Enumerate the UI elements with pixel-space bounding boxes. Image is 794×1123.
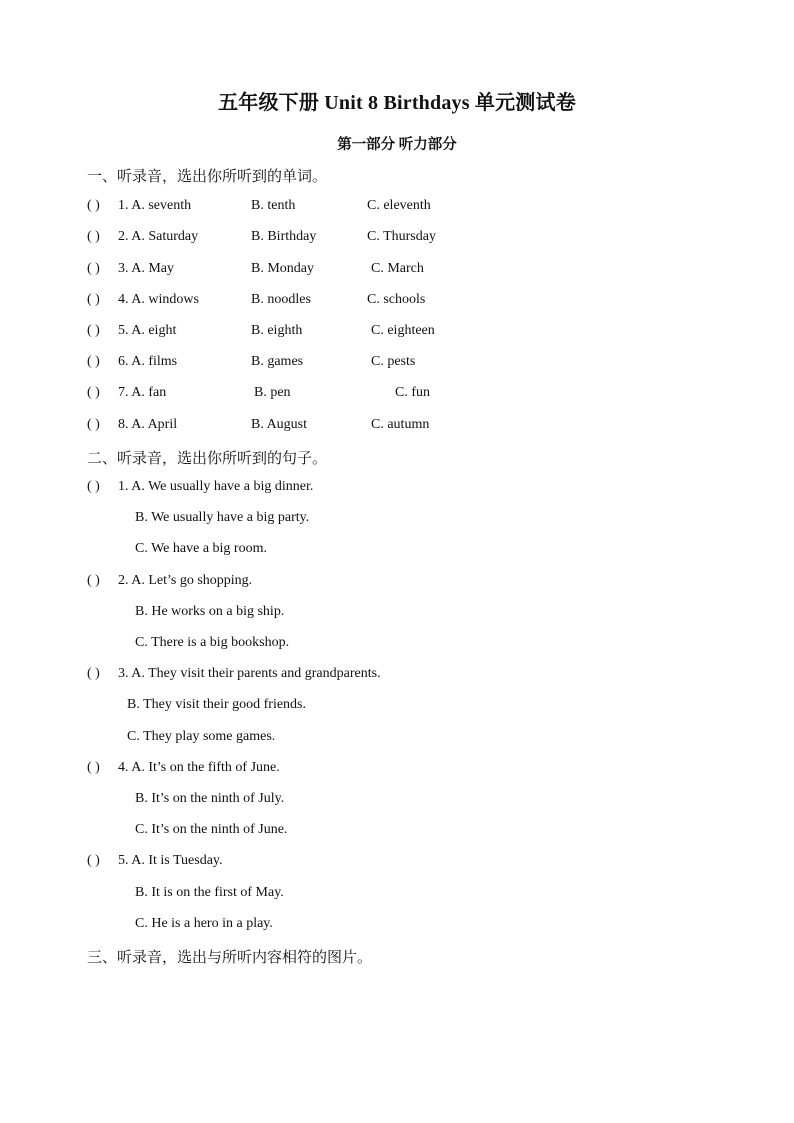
option-a: 2. A. Saturday (118, 229, 199, 244)
option-a: 7. A. fan (118, 385, 167, 400)
option-b: B. tenth (251, 198, 296, 213)
option-c: C. March (371, 261, 424, 276)
option-b: B. Monday (251, 261, 314, 276)
option-a: 2. A. Let’s go shopping. (118, 573, 253, 588)
option-c: C. autumn (371, 417, 430, 432)
option-c: C. schools (367, 292, 426, 307)
answer-blank[interactable]: ( ) (87, 573, 100, 588)
section-heading-1: 一、听录音，选出你所听到的单词。 (87, 169, 328, 185)
option-a: 3. A. They visit their parents and grandparents. (118, 666, 381, 681)
option-a: 8. A. April (118, 417, 178, 432)
answer-blank[interactable]: ( ) (87, 261, 100, 276)
option-c: C. It’s on the ninth of June. (135, 822, 288, 837)
answer-blank[interactable]: ( ) (87, 229, 100, 244)
option-a: 6. A. films (118, 354, 178, 369)
answer-blank[interactable]: ( ) (87, 666, 100, 681)
option-b: B. eighth (251, 323, 303, 338)
option-a: 5. A. It is Tuesday. (118, 853, 223, 868)
page-title: 五年级下册 Unit 8 Birthdays 单元测试卷 (218, 92, 576, 114)
option-c: C. eleventh (367, 198, 431, 213)
answer-blank[interactable]: ( ) (87, 760, 100, 775)
option-a: 1. A. seventh (118, 198, 192, 213)
option-c: C. We have a big room. (135, 541, 267, 556)
option-c: C. eighteen (371, 323, 435, 338)
section-heading-2: 二、听录音，选出你所听到的句子。 (87, 451, 328, 467)
answer-blank[interactable]: ( ) (87, 198, 100, 213)
section-heading-3: 三、听录音，选出与所听内容相符的图片。 (87, 950, 373, 966)
option-b: B. games (251, 354, 304, 369)
option-b: B. pen (254, 385, 291, 400)
answer-blank[interactable]: ( ) (87, 385, 100, 400)
answer-blank[interactable]: ( ) (87, 417, 100, 432)
option-b: B. It is on the first of May. (135, 885, 284, 900)
option-b: B. They visit their good friends. (127, 697, 306, 712)
answer-blank[interactable]: ( ) (87, 479, 100, 494)
answer-blank[interactable]: ( ) (87, 354, 100, 369)
option-c: C. pests (371, 354, 416, 369)
option-b: B. August (251, 417, 308, 432)
answer-blank[interactable]: ( ) (87, 323, 100, 338)
option-b: B. noodles (251, 292, 311, 307)
option-b: B. We usually have a big party. (135, 510, 310, 525)
option-a: 4. A. It’s on the fifth of June. (118, 760, 280, 775)
option-c: C. They play some games. (127, 729, 276, 744)
option-b: B. Birthday (251, 229, 317, 244)
option-a: 3. A. May (118, 261, 174, 276)
section-subtitle: 第一部分 听力部分 (337, 137, 457, 153)
answer-blank[interactable]: ( ) (87, 292, 100, 307)
answer-blank[interactable]: ( ) (87, 853, 100, 868)
option-b: B. He works on a big ship. (135, 604, 285, 619)
option-c: C. fun (395, 385, 430, 400)
option-a: 4. A. windows (118, 292, 199, 307)
option-c: C. There is a big bookshop. (135, 635, 290, 650)
option-c: C. He is a hero in a play. (135, 916, 273, 931)
option-a: 5. A. eight (118, 323, 177, 338)
option-a: 1. A. We usually have a big dinner. (118, 479, 314, 494)
option-c: C. Thursday (367, 229, 436, 244)
option-b: B. It’s on the ninth of July. (135, 791, 285, 806)
